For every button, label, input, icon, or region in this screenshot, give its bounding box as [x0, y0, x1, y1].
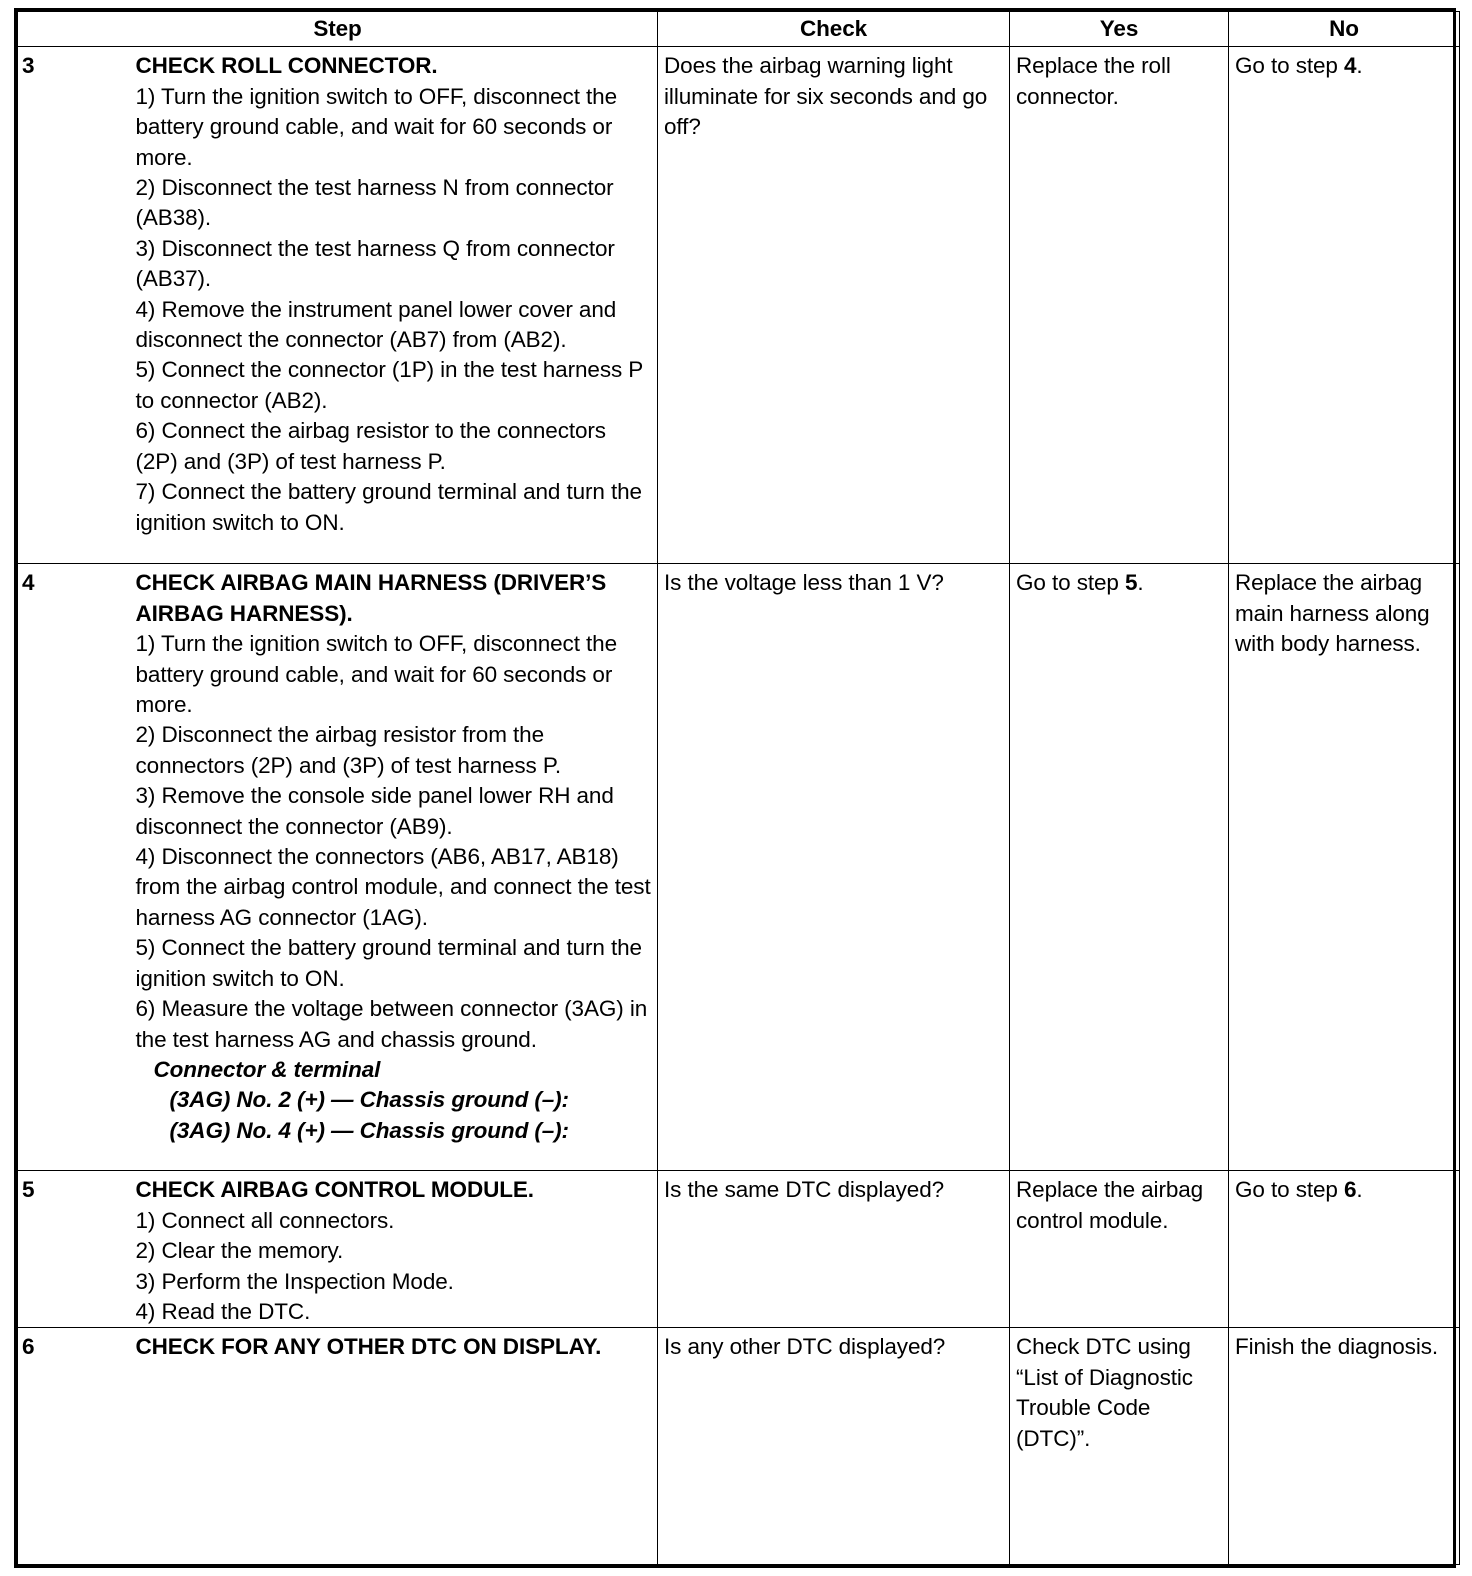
- table-row: [18, 47, 1460, 564]
- header-check: Check: [658, 12, 1010, 47]
- step-description: [136, 1328, 658, 1565]
- substep: 5) Connect the connector (1P) in the test harness P to connector (AB2).: [135, 357, 643, 413]
- diagnostic-table-frame: [14, 8, 1456, 1568]
- table-header-row: [18, 12, 1460, 47]
- step-link[interactable]: 4: [1343, 53, 1357, 79]
- substep: 4) Read the DTC.: [135, 1299, 311, 1325]
- table-row: [18, 1328, 1460, 1565]
- substep: 4) Disconnect the connectors (AB6, AB17, AB18) from the airbag control module, and connect the test harness AG connector (1AG).: [135, 844, 651, 930]
- yes-cell: Replace the roll connector.: [1010, 47, 1229, 564]
- header-no: No: [1229, 12, 1460, 47]
- step-link[interactable]: 6: [1343, 1177, 1357, 1203]
- check-cell: Is the voltage less than 1 V?: [658, 564, 1010, 1171]
- yes-cell: [1010, 564, 1229, 1171]
- step-number: 3: [18, 47, 136, 564]
- substep: 1) Turn the ignition switch to OFF, disconnect the battery ground cable, and wait for 60 seconds or more.: [135, 83, 617, 170]
- table-row: [18, 1171, 1460, 1328]
- substep: 7) Connect the battery ground terminal and turn the ignition switch to ON.: [135, 479, 642, 535]
- substep: 1) Turn the ignition switch to OFF, disconnect the battery ground cable, and wait for 60 seconds or more.: [135, 631, 617, 718]
- check-cell: Does the airbag warning light illuminate for six seconds and go off?: [658, 47, 1010, 564]
- substep: 2) Clear the memory.: [135, 1238, 344, 1264]
- header-step: Step: [18, 12, 658, 47]
- check-cell: Is any other DTC displayed?: [658, 1328, 1010, 1565]
- no-cell: [1229, 47, 1460, 564]
- step-number: 5: [18, 1171, 136, 1328]
- step-description: [136, 1171, 658, 1328]
- yes-text-end: .: [1137, 570, 1144, 596]
- no-text: Go to step: [1235, 53, 1344, 79]
- no-text: Go to step: [1235, 1177, 1344, 1203]
- yes-cell: Check DTC using “List of Diagnostic Trouble Code (DTC)”.: [1010, 1328, 1229, 1565]
- no-cell: Finish the diagnosis.: [1229, 1328, 1460, 1565]
- step-number: 6: [18, 1328, 136, 1565]
- substep: 4) Remove the instrument panel lower cover and disconnect the connector (AB7) from (AB2).: [135, 296, 617, 353]
- substep: 3) Remove the console side panel lower RH and disconnect the connector (AB9).: [135, 783, 614, 839]
- step-title: CHECK AIRBAG MAIN HARNESS (DRIVER’S AIRBAG HARNESS).: [135, 570, 607, 626]
- substep: 1) Connect all connectors.: [135, 1207, 395, 1233]
- step-title: CHECK FOR ANY OTHER DTC ON DISPLAY.: [135, 1334, 602, 1360]
- substep: 5) Connect the battery ground terminal and turn the ignition switch to ON.: [135, 935, 642, 991]
- step-description: [136, 564, 658, 1171]
- step-link[interactable]: 5: [1124, 570, 1138, 596]
- step-description: [136, 47, 658, 564]
- step-title: CHECK AIRBAG CONTROL MODULE.: [135, 1177, 534, 1203]
- no-text-end: .: [1356, 53, 1363, 79]
- yes-cell: Replace the airbag control module.: [1010, 1171, 1229, 1328]
- no-cell: [1229, 1171, 1460, 1328]
- step-title: CHECK ROLL CONNECTOR.: [135, 53, 438, 79]
- yes-text: Go to step: [1016, 570, 1125, 596]
- substep: 6) Measure the voltage between connector (3AG) in the test harness AG and chassis ground.: [135, 996, 648, 1052]
- diagnostic-table: [17, 11, 1460, 1565]
- substep: 3) Disconnect the test harness Q from connector (AB37).: [135, 235, 615, 292]
- substep: 2) Disconnect the airbag resistor from the connectors (2P) and (3P) of test harness P.: [135, 722, 562, 778]
- terminal-heading: Connector & terminal: [153, 1056, 381, 1082]
- terminal-spec: (3AG) No. 2 (+) — Chassis ground (–):: [169, 1087, 569, 1113]
- substep: 3) Perform the Inspection Mode.: [135, 1268, 454, 1294]
- terminal-spec: (3AG) No. 4 (+) — Chassis ground (–):: [169, 1117, 569, 1143]
- check-cell: Is the same DTC displayed?: [658, 1171, 1010, 1328]
- table-row: [18, 564, 1460, 1171]
- substep: 6) Connect the airbag resistor to the connectors (2P) and (3P) of test harness P.: [135, 418, 606, 474]
- substep: 2) Disconnect the test harness N from connector (AB38).: [135, 175, 614, 231]
- no-cell: Replace the airbag main harness along with body harness.: [1229, 564, 1460, 1171]
- step-number: 4: [18, 564, 136, 1171]
- no-text-end: .: [1356, 1177, 1363, 1203]
- header-yes: Yes: [1010, 12, 1229, 47]
